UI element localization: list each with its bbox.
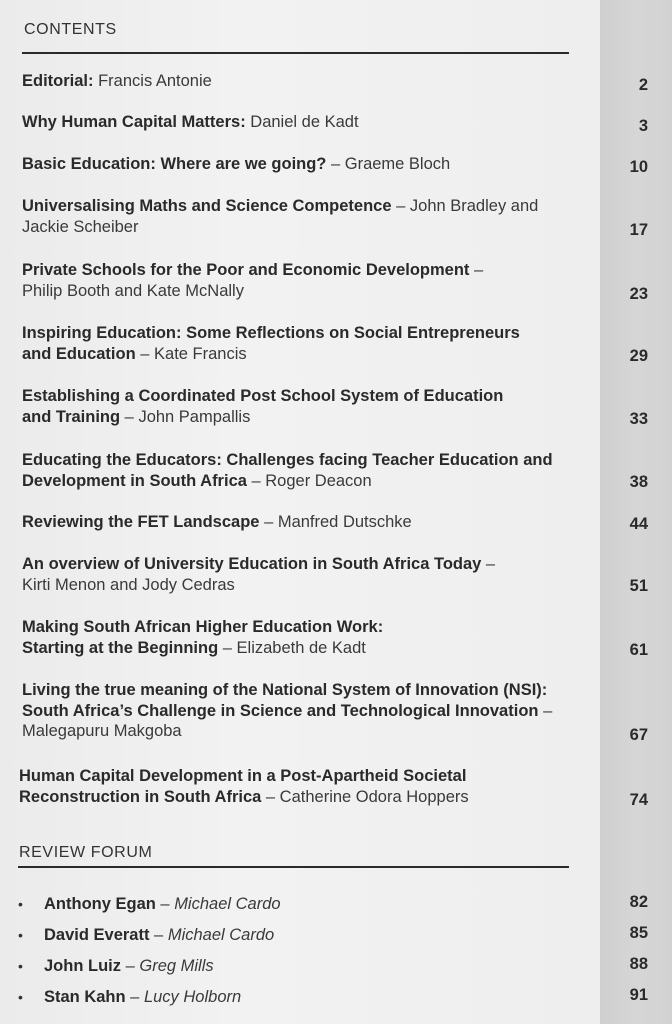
toc-page-number: 67 <box>629 726 648 744</box>
reviewer: Greg Mills <box>139 957 214 975</box>
separator: – <box>121 957 140 975</box>
reviewed-author: Anthony Egan <box>44 895 156 913</box>
toc-page-number: 38 <box>629 473 648 491</box>
reviewed-author: John Luiz <box>44 957 121 975</box>
review-item[interactable] <box>18 925 578 945</box>
toc-title: Universalising Maths and Science Competence <box>22 197 392 215</box>
toc-entry[interactable] <box>22 680 594 742</box>
toc-page-number: 10 <box>629 158 648 176</box>
toc-author: Francis Antonie <box>93 72 212 90</box>
toc-entry[interactable] <box>22 386 534 427</box>
toc-author: – Philip Booth and Kate McNally <box>22 261 484 300</box>
toc-author: – Malegapuru Makgoba <box>22 701 553 740</box>
review-page-number: 88 <box>629 955 648 973</box>
toc-entry[interactable] <box>22 71 582 92</box>
toc-title: Why Human Capital Matters: <box>22 113 246 131</box>
separator: – <box>155 895 175 913</box>
bullet: • <box>18 896 23 912</box>
review-item[interactable] <box>18 894 578 914</box>
toc-title: Making South African Higher Education Work: Starting at the Beginning <box>22 618 384 657</box>
toc-entry[interactable] <box>22 554 512 595</box>
contents-heading: CONTENTS <box>24 21 117 38</box>
review-item[interactable] <box>18 987 578 1007</box>
toc-title: Private Schools for the Poor and Economic Development <box>22 261 470 279</box>
reviewer: Lucy Holborn <box>143 988 242 1006</box>
toc-entry[interactable] <box>22 323 550 364</box>
review-forum-rule <box>18 866 569 868</box>
review-item[interactable] <box>18 956 578 976</box>
toc-page-number: 29 <box>629 347 648 365</box>
bullet: • <box>18 958 23 974</box>
bullet: • <box>18 989 23 1005</box>
toc-author: – Kate Francis <box>135 344 247 363</box>
reviewed-author: Stan Kahn <box>44 988 126 1006</box>
toc-entry[interactable] <box>22 196 542 237</box>
toc-entry[interactable] <box>22 450 554 491</box>
toc-title: Basic Education: Where are we going? <box>22 155 327 173</box>
toc-author: – John Pampallis <box>120 407 251 426</box>
page-margin <box>600 0 672 1024</box>
toc-page-number: 2 <box>638 76 648 94</box>
toc-page-number: 51 <box>629 577 648 595</box>
review-forum-heading: REVIEW FORUM <box>19 844 153 861</box>
toc-title: Human Capital Development in a Post-Apartheid Societal Reconstruction in South Africa <box>19 767 467 806</box>
toc-title: Establishing a Coordinated Post School System of Education and Training <box>22 387 504 426</box>
toc-title: Living the true meaning of the National System of Innovation (NSI): South Africa’s Challenge in Science and Technological Innovation <box>22 681 548 720</box>
toc-entry[interactable] <box>19 766 514 807</box>
review-page-number: 82 <box>629 893 648 911</box>
toc-entry[interactable] <box>22 154 582 175</box>
review-page-number: 85 <box>629 924 648 942</box>
toc-author: – Elizabeth de Kadt <box>218 638 366 657</box>
toc-title: An overview of University Education in South Africa Today <box>22 555 482 573</box>
toc-author: – John Bradley and Jackie Scheiber <box>22 197 539 236</box>
separator: – <box>125 988 144 1006</box>
toc-title: Reviewing the FET Landscape <box>22 513 260 531</box>
toc-page-number: 17 <box>629 221 648 239</box>
reviewed-author: David Everatt <box>44 926 150 944</box>
reviewer: Michael Cardo <box>174 895 281 913</box>
toc-title: Editorial: <box>22 72 94 90</box>
toc-page-number: 44 <box>629 515 648 533</box>
toc-author: Daniel de Kadt <box>245 113 359 131</box>
toc-page-number: 61 <box>629 641 648 659</box>
toc-author: – Roger Deacon <box>246 471 372 490</box>
toc-page-number: 74 <box>629 791 648 809</box>
toc-entry[interactable] <box>22 617 412 658</box>
toc-author: – Catherine Odora Hoppers <box>261 787 469 806</box>
toc-page-number: 23 <box>629 285 648 303</box>
toc-entry[interactable] <box>22 112 582 133</box>
separator: – <box>149 926 168 944</box>
toc-page-number: 33 <box>629 410 648 428</box>
toc-author: – Graeme Bloch <box>326 155 451 173</box>
toc-entry[interactable] <box>22 260 502 301</box>
toc-author: – Kirti Menon and Jody Cedras <box>22 555 496 594</box>
reviewer: Michael Cardo <box>167 926 275 944</box>
bullet: • <box>18 927 23 943</box>
review-page-number: 91 <box>629 986 648 1004</box>
toc-title: Inspiring Education: Some Reflections on Social Entrepreneurs and Education <box>22 324 520 363</box>
toc-title: Educating the Educators: Challenges facing Teacher Education and Development in South Africa <box>22 451 553 490</box>
contents-rule <box>22 52 569 54</box>
toc-author: – Manfred Dutschke <box>259 513 412 531</box>
toc-entry[interactable] <box>22 512 582 533</box>
toc-page-number: 3 <box>638 117 648 135</box>
